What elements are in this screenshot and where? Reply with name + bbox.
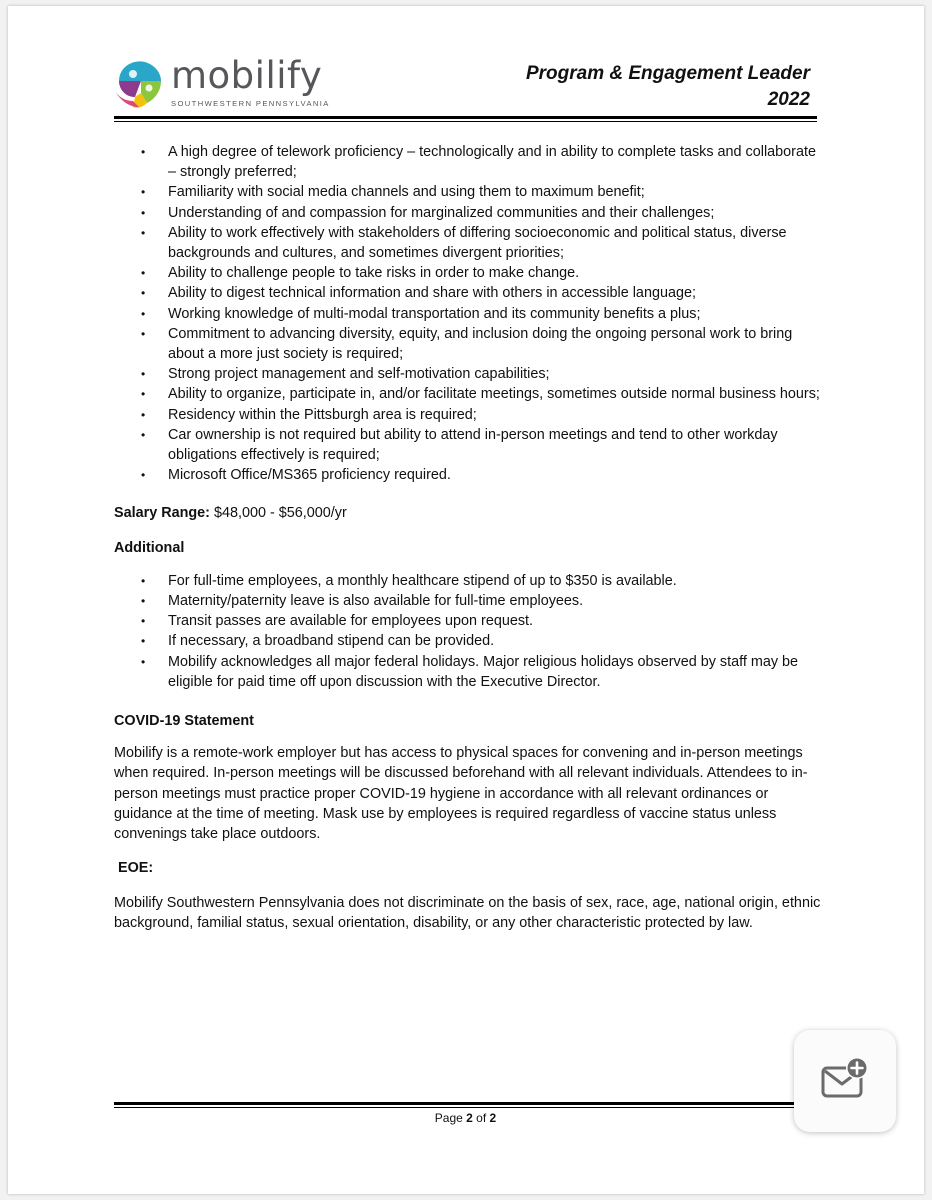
mail-add-icon: [820, 1056, 870, 1102]
qualifications-list: [114, 142, 826, 485]
list-item: • For full-time employees, a monthly healthcare stipend of up to $350 is available.: [114, 571, 826, 591]
header-rule-thick: [114, 116, 817, 119]
list-item: • A high degree of telework proficiency – technologically and in ability to complete tasks and collaborate – strongly preferred;: [141, 144, 816, 181]
header-rule-thin: [114, 121, 817, 122]
bullet-icon: •: [141, 306, 146, 321]
logo-mark-icon: [111, 57, 167, 111]
page-header: [106, 55, 818, 115]
mobilify-logo: [111, 54, 351, 111]
total-pages: 2: [489, 1111, 497, 1125]
bullet-icon: •: [141, 225, 146, 240]
bullet-icon: •: [141, 367, 146, 382]
eoe-heading: EOE:: [118, 860, 154, 877]
bullet-icon: •: [141, 145, 146, 159]
list-item: • Microsoft Office/MS365 proficiency required.: [114, 465, 826, 485]
bullet-icon: •: [141, 614, 146, 629]
current-page: 2: [466, 1111, 473, 1125]
list-item: • Understanding of and compassion for marginalized communities and their challenges;: [114, 203, 826, 223]
list-item: • Ability to organize, participate in, and/or facilitate meetings, sometimes outside normal business hours;: [114, 384, 826, 404]
bullet-icon: •: [141, 387, 146, 402]
list-item: • Ability to digest technical information and share with others in accessible language;: [114, 283, 826, 303]
bullet-icon: •: [141, 185, 146, 200]
logo-subtitle: SOUTHWESTERN PENNSYLVANIA: [171, 99, 330, 108]
bullet-icon: •: [141, 573, 146, 588]
bullet-icon: •: [141, 407, 146, 422]
list-item: • Ability to challenge people to take risks in order to make change.: [114, 263, 826, 283]
list-item: • Car ownership is not required but ability to attend in-person meetings and tend to other workday obligations effectively is required;: [141, 426, 778, 464]
bullet-icon: •: [141, 634, 146, 649]
title-line-1: Program & Engagement Leader: [525, 63, 810, 84]
list-item: • Commitment to advancing diversity, equity, and inclusion doing the ongoing personal work to bring about a more just society is required;: [141, 325, 793, 363]
page-number: Page 2 of 2: [434, 1111, 497, 1125]
bullet-icon: •: [141, 468, 146, 483]
bullet-icon: •: [141, 326, 146, 341]
document-title: [526, 61, 810, 113]
list-item: • Ability to work effectively with stakeholders of differing socioeconomic and political status, diverse backgrounds and cultures, and sometimes divergent priorities;: [141, 224, 787, 262]
list-item: • Residency within the Pittsburgh area is required;: [114, 405, 826, 425]
compose-mail-button[interactable]: [794, 1030, 896, 1132]
list-item: • Mobilify acknowledges all major federal holidays. Major religious holidays observed by staff may be eligible for paid time off upon discussion with the Executive Director.: [141, 653, 799, 690]
salary-value: $48,000 - $56,000/yr: [213, 505, 347, 522]
covid-heading: COVID-19 Statement: [114, 713, 254, 730]
bullet-icon: •: [141, 205, 146, 220]
list-item: • Familiarity with social media channels and using them to maximum benefit;: [114, 182, 826, 202]
covid-statement: Mobilify is a remote-work employer but has access to physical spaces for convening and in-person meetings when required. In-person meetings will be discussed beforehand with all relevant individuals. Attendees to in-person meetings must practice proper COVID-19 hygiene in accordance with all relevant ordinances or guidance at the time of meeting. Mask use by employees is required regardless of vaccine status unless convenings take place outdoors.: [114, 745, 808, 843]
list-item: • If necessary, a broadband stipend can be provided.: [114, 631, 826, 651]
bullet-icon: •: [141, 286, 146, 301]
document-body: [114, 142, 826, 933]
bullet-icon: •: [141, 654, 146, 669]
footer-rule-thick: [114, 1102, 817, 1105]
additional-heading: Additional: [114, 539, 185, 556]
list-item: • Transit passes are available for employees upon request.: [114, 611, 826, 631]
bullet-icon: •: [141, 427, 146, 442]
additional-list: [114, 571, 826, 692]
eoe-statement: Mobilify Southwestern Pennsylvania does not discriminate on the basis of sex, race, age, national origin, ethnic background, familial status, sexual orientation, disability, or any other characteristic protected by law.: [114, 894, 821, 931]
list-item: • Strong project management and self-motivation capabilities;: [114, 364, 826, 384]
bullet-icon: •: [141, 594, 146, 609]
footer-rule-thin: [114, 1107, 817, 1108]
salary-range: [114, 503, 826, 523]
list-item: • Working knowledge of multi-modal transportation and its community benefits a plus;: [114, 304, 826, 324]
list-item: • Maternity/paternity leave is also available for full-time employees.: [114, 591, 826, 611]
bullet-icon: •: [141, 266, 146, 281]
logo-wordmark: mobilify: [171, 54, 323, 97]
salary-label: Salary Range:: [114, 505, 210, 522]
title-line-2: 2022: [767, 89, 810, 110]
